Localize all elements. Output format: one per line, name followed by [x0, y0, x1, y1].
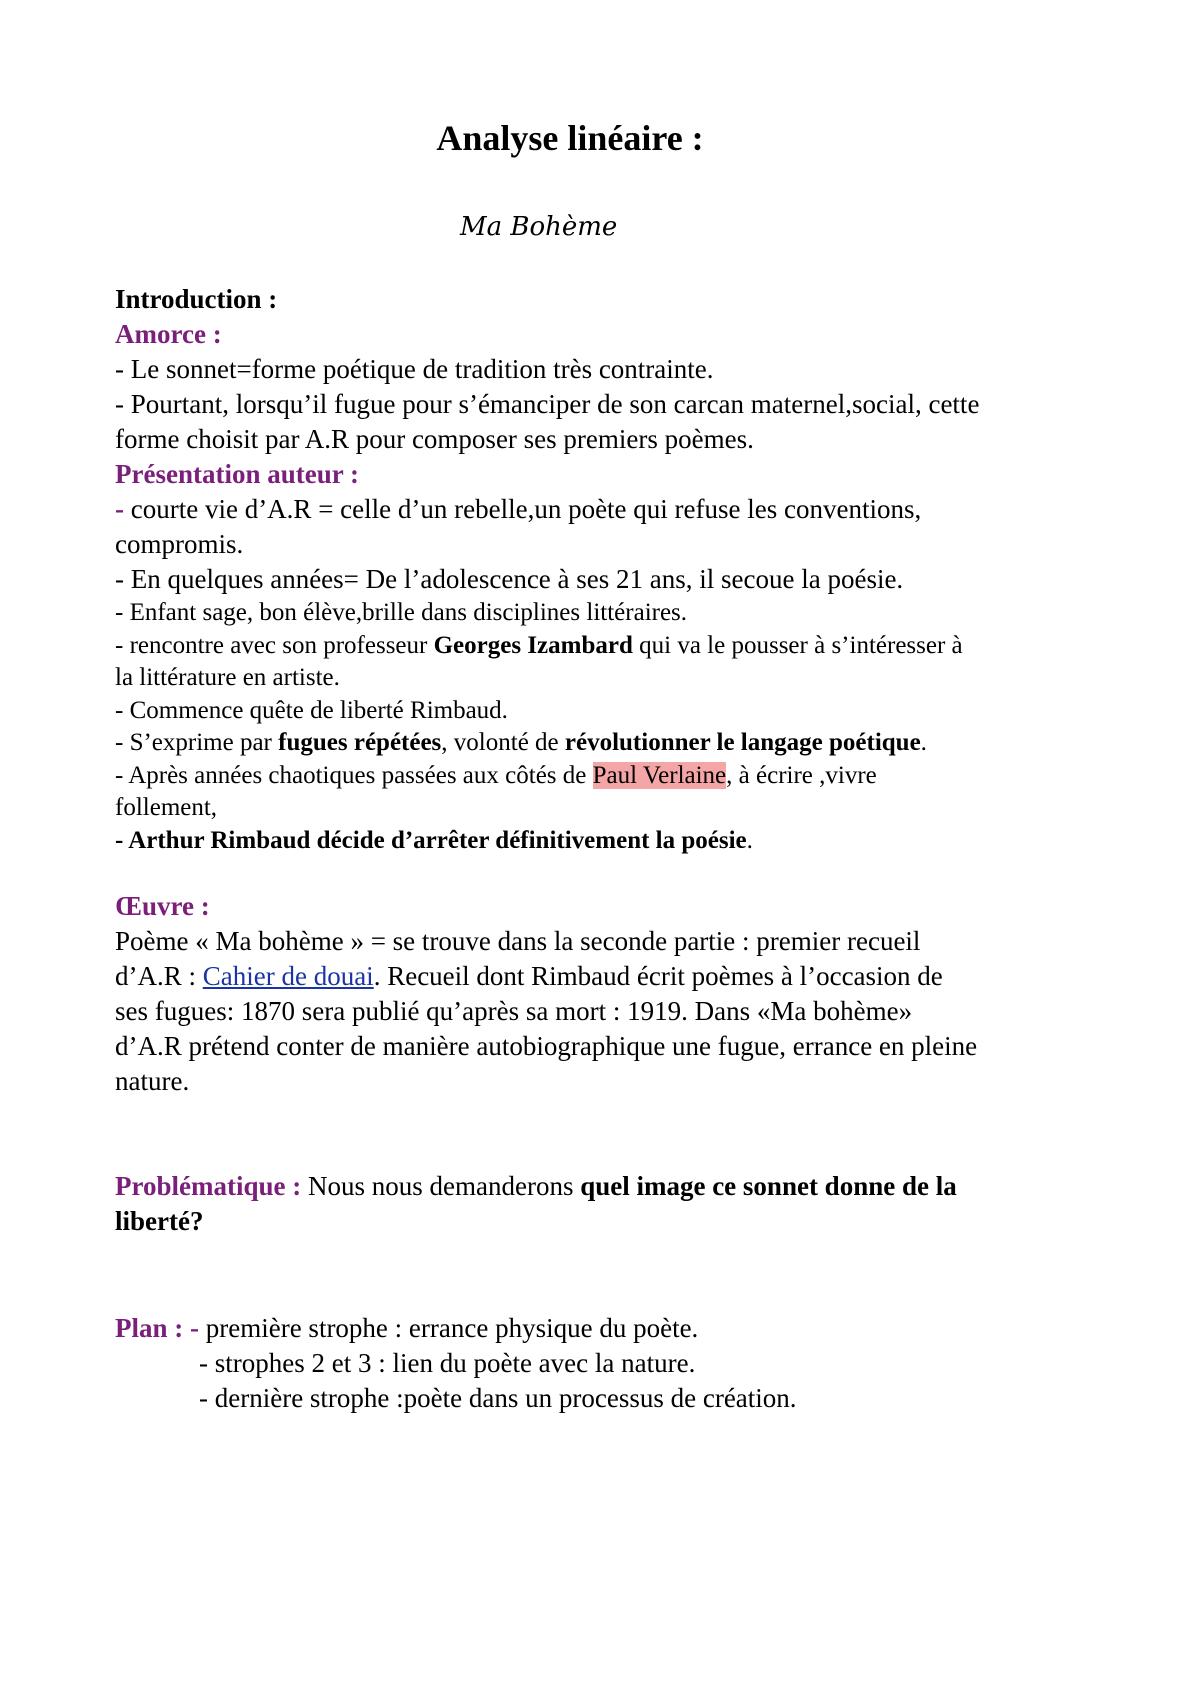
cahier-de-douai-link[interactable]: Cahier de douai: [202, 961, 374, 991]
plan-item-2: - strophes 2 et 3 : lien du poète avec la nature.: [199, 1348, 696, 1378]
spacer: [115, 1239, 1105, 1311]
problematique-text-a: Nous nous demanderons: [301, 1171, 581, 1201]
amorce-heading: Amorce :: [115, 319, 222, 349]
presentation-line-7: - Commence quête de liberté Rimbaud.: [115, 696, 508, 724]
plan-item-3: - dernière strophe :poète dans un processus de création.: [199, 1383, 797, 1413]
oeuvre-line-2-b: . Recueil dont Rimbaud écrit poèmes à l’occasion de: [373, 961, 943, 991]
poem-title: Ma Bohème: [460, 212, 618, 242]
oeuvre-line-4: d’A.R prétend conter de manière autobiographique une fugue, errance en pleine: [115, 1031, 978, 1061]
presentation-line-8-e: .: [920, 729, 927, 756]
plan-line-1: [115, 1311, 1105, 1346]
presentation-line-4: - Enfant sage, bon élève,brille dans disciplines littéraires.: [115, 599, 688, 626]
presentation-line-5-c: qui va le pousser à s’intéresser à: [632, 631, 963, 659]
presentation-line-3: - En quelques années= De l’adolescence à ses 21 ans, il secoue la poésie.: [115, 564, 904, 594]
document-body: [115, 282, 1105, 1416]
presentation-line-9-c: , à écrire ,vivre: [726, 761, 877, 789]
spacer: [115, 1099, 1105, 1169]
oeuvre-line-5: nature.: [115, 1066, 190, 1096]
document-title: Analyse linéaire :: [436, 118, 704, 158]
problematique-heading: Problématique :: [115, 1171, 302, 1201]
presentation-dash: -: [115, 494, 124, 524]
presentation-line-5: [115, 630, 1105, 663]
oeuvre-line-3: ses fugues: 1870 sera publié qu’après sa mort : 1919. Dans «Ma bohème»: [115, 996, 913, 1026]
presentation-line-5-a: - rencontre avec son professeur: [115, 631, 434, 659]
oeuvre-line-2-a: d’A.R :: [115, 961, 203, 991]
presentation-line-1-text: courte vie d’A.R = celle d’un rebelle,un poète qui refuse les conventions,: [124, 494, 922, 524]
presentation-line-11-b: .: [746, 826, 753, 854]
presentation-line-8: [115, 727, 1105, 760]
presentation-line-8-a: - S’exprime par: [115, 729, 279, 756]
presentation-line-11: [115, 825, 1105, 858]
rimbaud-stops-emphasis: - Arthur Rimbaud décide d’arrêter définitivement la poésie: [115, 826, 747, 854]
presentation-line-9: [115, 760, 1105, 793]
presentation-line-10: follement,: [115, 794, 218, 821]
oeuvre-line-2: [115, 959, 1105, 994]
presentation-line-8-c: , volonté de: [441, 729, 565, 756]
presentation-heading: Présentation auteur :: [115, 459, 359, 489]
presentation-line-6: la littérature en artiste.: [115, 664, 340, 691]
revolution-emphasis: révolutionner le langage poétique: [564, 729, 921, 756]
problematique-line-2: liberté?: [115, 1206, 204, 1236]
spacer: [115, 857, 1105, 889]
amorce-line-3: forme choisit par A.R pour composer ses premiers poèmes.: [115, 424, 754, 454]
oeuvre-heading: Œuvre :: [115, 891, 210, 921]
introduction-heading: Introduction :: [115, 284, 278, 314]
problematique-line-1: [115, 1169, 1105, 1204]
presentation-line-1: [115, 492, 1105, 527]
presentation-line-2: compromis.: [115, 529, 244, 559]
oeuvre-line-1: Poème « Ma bohème » = se trouve dans la seconde partie : premier recueil: [115, 926, 921, 956]
plan-item-1: première strophe : errance physique du poète.: [199, 1313, 699, 1343]
amorce-line-1: - Le sonnet=forme poétique de tradition très contrainte.: [115, 354, 714, 384]
plan-heading: Plan : -: [115, 1313, 199, 1343]
teacher-name: Georges Izambard: [433, 631, 633, 659]
fugues-emphasis: fugues répétées: [278, 729, 442, 756]
amorce-line-2: - Pourtant, lorsqu’il fugue pour s’émanciper de son carcan maternel,social, cette: [115, 389, 980, 419]
verlaine-highlight: Paul Verlaine: [592, 761, 727, 789]
presentation-line-9-a: - Après années chaotiques passées aux côtés de: [115, 761, 593, 789]
problematique-question: quel image ce sonnet donne de la: [580, 1171, 957, 1201]
